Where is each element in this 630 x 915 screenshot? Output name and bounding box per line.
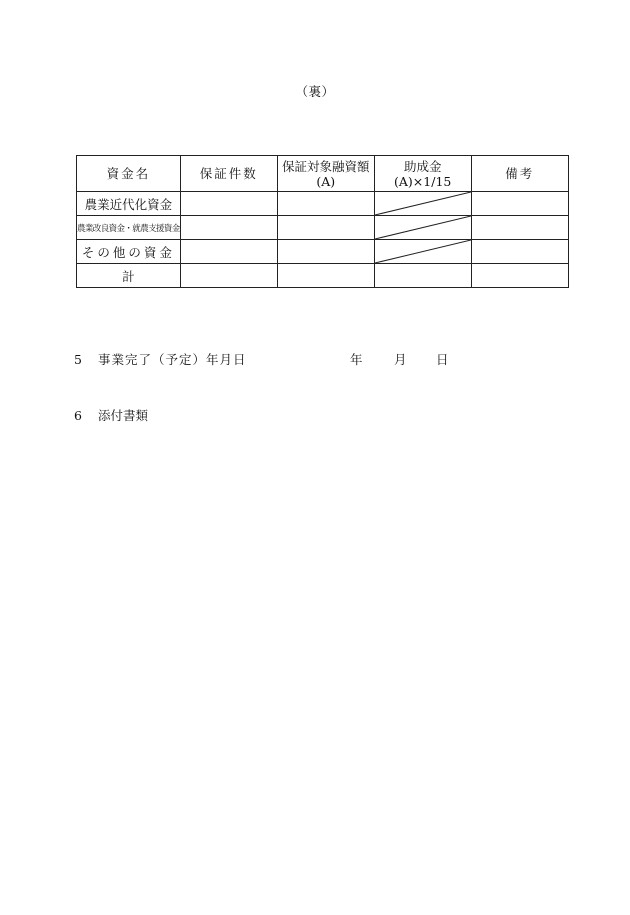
header-guaranteed-amount [277,156,374,192]
header-guaranteed-amount-line2: (A) [316,173,336,189]
completion-date-label: 事業完了（予定）年月日 [98,352,247,367]
table-header-row [77,156,569,192]
guaranteed-amount-cell[interactable] [277,216,374,240]
guarantee-count-cell[interactable] [180,240,277,264]
fund-name-cell: 農業近代化資金 [77,192,181,216]
item-number: 5 [74,352,82,367]
remarks-cell[interactable] [471,216,568,240]
fund-name-cell: その他の資金 [77,240,181,264]
header-subsidy-line2: (A)×1/15 [394,173,452,189]
header-fund-name: 資金名 [77,156,181,192]
header-remarks: 備考 [471,156,568,192]
header-subsidy-line1: 助成金 [403,158,442,174]
attachments-line [74,406,148,424]
table-row [77,216,569,240]
diagonal-line [375,240,471,263]
guaranteed-amount-cell[interactable] [277,264,374,288]
subsidy-table [76,155,569,288]
month-unit: 月 [394,352,407,367]
header-subsidy [374,156,471,192]
day-unit: 日 [436,352,449,367]
table-row [77,264,569,288]
diagonal-line [375,216,471,239]
guarantee-count-cell[interactable] [180,192,277,216]
header-guarantee-count: 保証件数 [180,156,277,192]
guarantee-count-cell[interactable] [180,264,277,288]
remarks-cell[interactable] [471,264,568,288]
subsidy-cell[interactable] [374,240,471,264]
table-row [77,192,569,216]
table-row [77,240,569,264]
subsidy-cell[interactable] [374,264,471,288]
attachments-label: 添付書類 [98,408,149,423]
year-unit: 年 [350,352,363,367]
page-title: （裏） [295,84,335,99]
completion-date-line [74,350,449,368]
guaranteed-amount-cell[interactable] [277,192,374,216]
item-number: 6 [74,408,82,423]
remarks-cell[interactable] [471,192,568,216]
header-guaranteed-amount-line1: 保証対象融資額 [281,158,370,174]
fund-name-cell: 農業改良資金・就農支援資金 [77,216,181,240]
subsidy-cell[interactable] [374,216,471,240]
remarks-cell[interactable] [471,240,568,264]
diagonal-line [375,192,471,215]
subsidy-cell[interactable] [374,192,471,216]
guaranteed-amount-cell[interactable] [277,240,374,264]
guarantee-count-cell[interactable] [180,216,277,240]
total-label-cell: 計 [77,264,181,288]
